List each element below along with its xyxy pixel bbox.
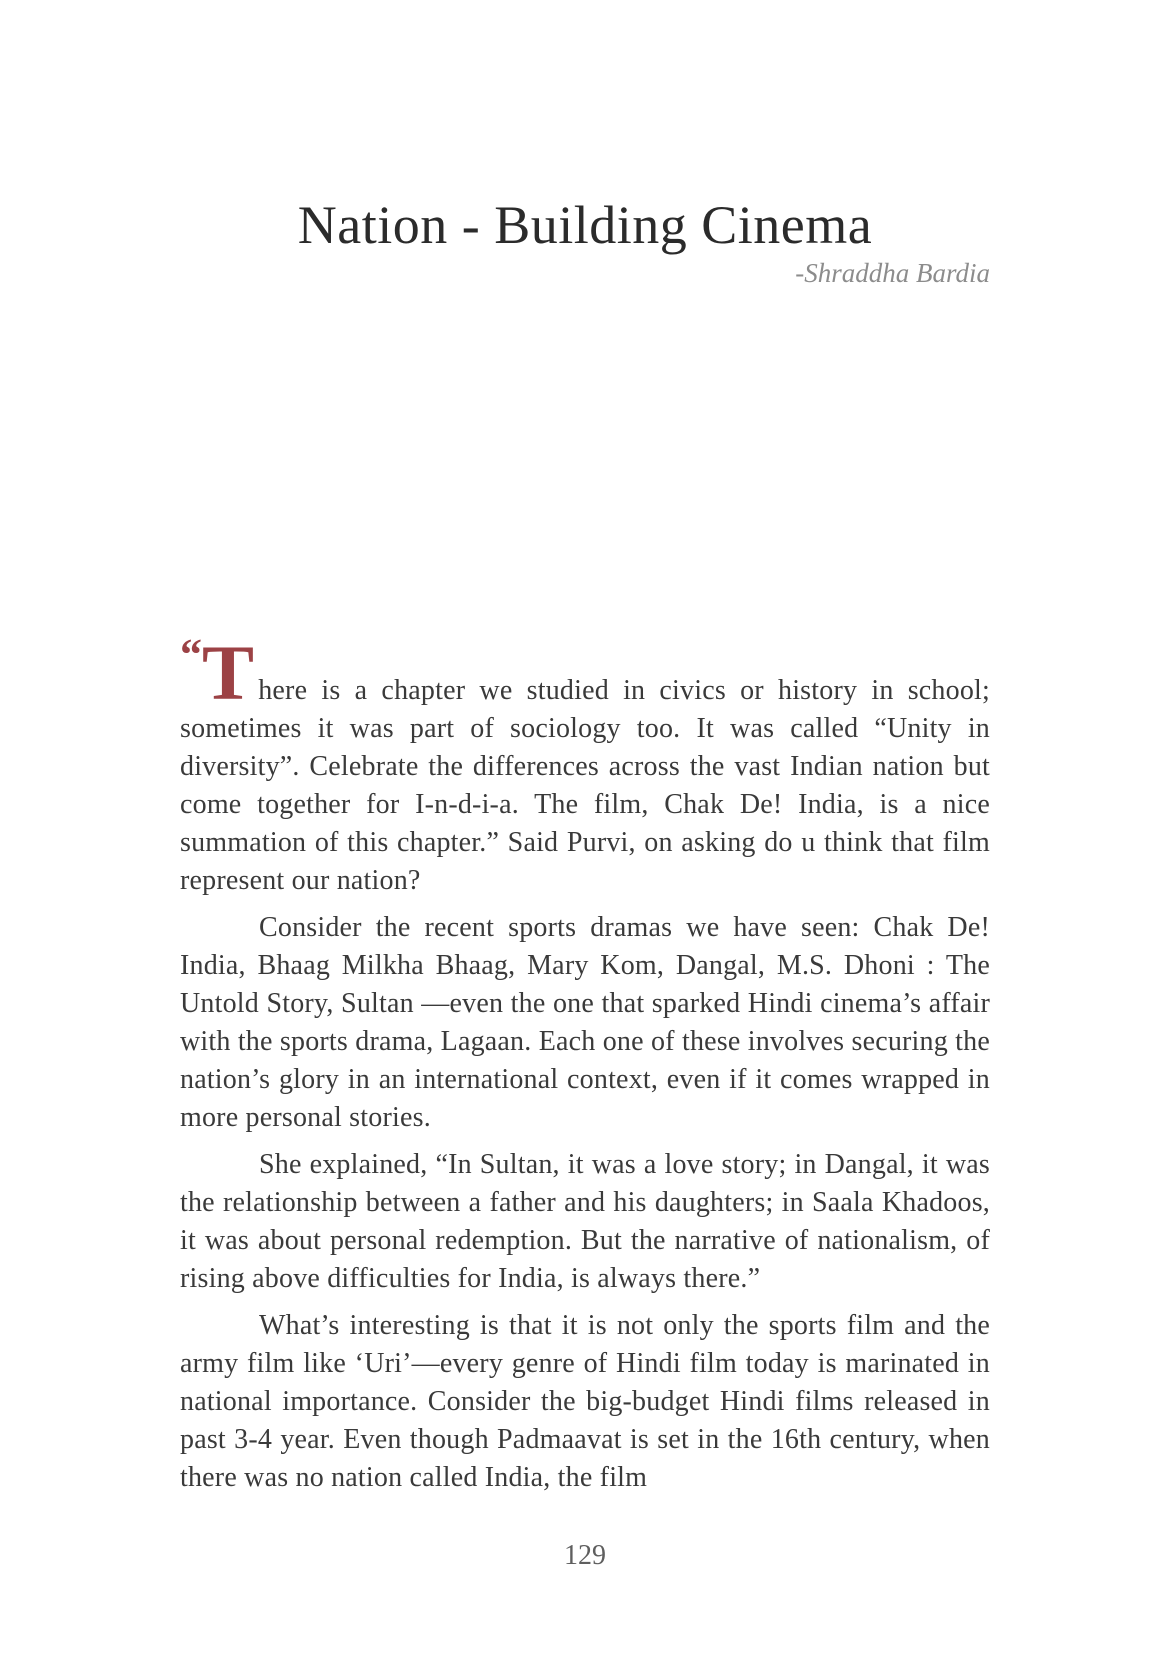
drop-cap-letter: T [202,629,255,716]
page-number: 129 [564,1540,606,1571]
opening-paragraph-text: here is a chapter we studied in civics or history in school; sometimes it was part of sociology too. It was called “Unity in diversity”. Celebrate the differences across the vast Indian nation but come together for I-n-d-i-a. The film, Chak De! India, is a nice summation of this chapter.” Said Purvi, on asking do u think that film represent our nation? [180,675,990,896]
paragraph-whats-interesting: What’s interesting is that it is not only the sports film and the army film like ‘Uri’—every genre of Hindi film today is marinated in national importance. Consider the big-budget Hindi films released in past 3-4 year. Even though Padmaavat is set in the 16th century, when there was no nation called India, the film [180,1310,990,1493]
drop-cap-quote: “ [180,630,200,679]
article-body [180,629,990,1497]
paragraph-sports-dramas: Consider the recent sports dramas we have seen: Chak De! India, Bhaag Milkha Bhaag, Mary Kom, Dangal, M.S. Dhoni : The Untold Story, Sultan —even the one that sparked Hindi cinema’s affair with the sports drama, Lagaan. Each one of these involves securing the nation’s glory in an international context, even if it comes wrapped in more personal stories. [180,912,990,1133]
content-column [180,0,990,1575]
author-byline: -Shraddha Bardia [795,258,990,288]
page-title: Nation - Building Cinema [297,195,873,255]
opening-paragraph [180,629,990,900]
paragraph-she-explained: She explained, “In Sultan, it was a love story; in Dangal, it was the relationship between a father and his daughters; in Saala Khadoos, it was about personal redemption. But the narrative of nationalism, of rising above difficulties for India, is always there.” [180,1149,990,1294]
